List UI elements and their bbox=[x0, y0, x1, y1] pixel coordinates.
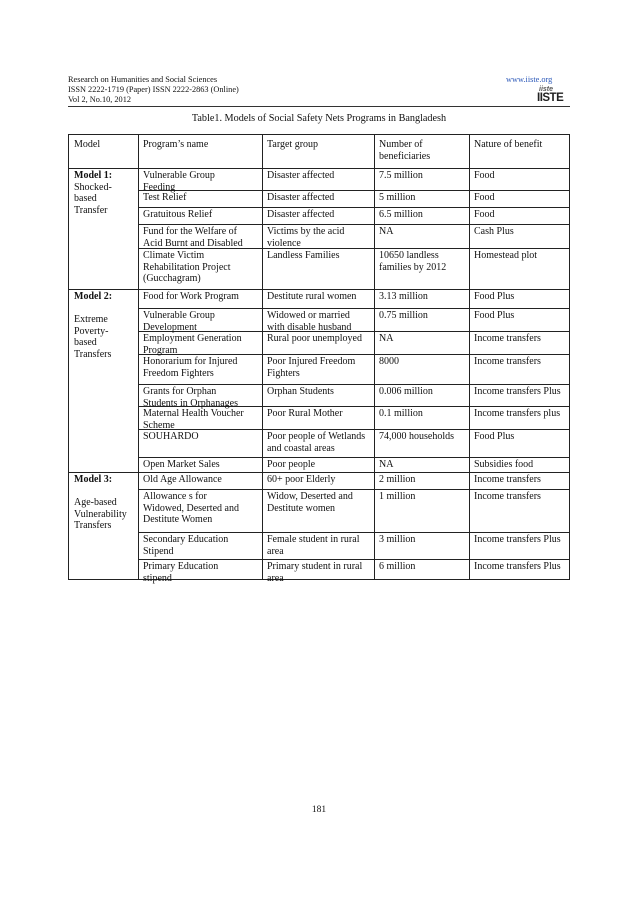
column-divider bbox=[469, 135, 470, 579]
benefit-type: Income transfers Plus bbox=[474, 386, 561, 397]
program-name: Secondary Education Stipend bbox=[143, 534, 229, 557]
program-name: Employment Generation Program bbox=[143, 333, 242, 356]
beneficiaries-count: 1 million bbox=[379, 491, 416, 502]
benefit-type: Food bbox=[474, 170, 495, 181]
beneficiaries-count: 3 million bbox=[379, 534, 416, 545]
row-divider bbox=[69, 168, 569, 169]
benefit-type: Income transfers Plus bbox=[474, 561, 561, 572]
benefit-type: Income transfers bbox=[474, 356, 541, 367]
beneficiaries-count: 0.006 million bbox=[379, 386, 433, 397]
benefit-type: Subsidies food bbox=[474, 459, 534, 470]
beneficiaries-count: 7.5 million bbox=[379, 170, 423, 181]
column-divider bbox=[262, 135, 263, 579]
target-group: Primary student in rural area bbox=[267, 561, 363, 584]
column-divider bbox=[138, 135, 139, 579]
page-number: 181 bbox=[311, 805, 327, 815]
target-group: Poor people of Wetlands and coastal areas bbox=[267, 431, 366, 454]
model-description: Shocked- based Transfer bbox=[74, 181, 112, 216]
row-divider bbox=[69, 472, 569, 473]
model-label: Model 2: bbox=[74, 291, 113, 302]
journal-url-link[interactable]: www.iiste.org bbox=[506, 75, 553, 84]
row-divider bbox=[138, 489, 569, 490]
issn-line: ISSN 2222-1719 (Paper) ISSN 2222-2863 (Online) bbox=[68, 85, 239, 94]
benefit-type: Food bbox=[474, 209, 495, 220]
program-name: Vulnerable Group Feeding bbox=[143, 170, 215, 193]
logo-big-text: IISTE bbox=[537, 92, 564, 104]
program-name: Vulnerable Group Development bbox=[143, 310, 215, 333]
program-name: Food for Work Program bbox=[143, 291, 239, 302]
target-group: Disaster affected bbox=[267, 170, 335, 181]
column-header: Target group bbox=[267, 139, 319, 150]
model-label: Model 1: bbox=[74, 170, 113, 181]
program-name: Honorarium for Injured Freedom Fighters bbox=[143, 356, 238, 379]
benefit-type: Food Plus bbox=[474, 431, 515, 442]
beneficiaries-count: 0.75 million bbox=[379, 310, 428, 321]
program-name: Climate Victim Rehabilitation Project (Gucchagram) bbox=[143, 250, 231, 284]
beneficiaries-count: 6.5 million bbox=[379, 209, 423, 220]
journal-name: Research on Humanities and Social Sciences bbox=[68, 75, 218, 84]
target-group: Victims by the acid violence bbox=[267, 226, 345, 249]
target-group: Destitute rural women bbox=[267, 291, 357, 302]
program-name: Test Relief bbox=[143, 192, 187, 203]
target-group: Poor Rural Mother bbox=[267, 408, 343, 419]
column-header: Number of beneficiaries bbox=[379, 139, 431, 162]
program-name: Allowance s for Widowed, Deserted and Destitute Women bbox=[143, 491, 239, 525]
iiste-logo bbox=[537, 86, 567, 105]
beneficiaries-count: 3.13 million bbox=[379, 291, 428, 302]
target-group: Disaster affected bbox=[267, 209, 335, 220]
row-divider bbox=[138, 224, 569, 225]
program-name: Maternal Health Voucher Scheme bbox=[143, 408, 244, 431]
program-name: Primary Education stipend bbox=[143, 561, 219, 584]
row-divider bbox=[138, 207, 569, 208]
target-group: Poor people bbox=[267, 459, 316, 470]
target-group: Poor Injured Freedom Fighters bbox=[267, 356, 356, 379]
benefit-type: Income transfers Plus bbox=[474, 534, 561, 545]
program-name: Fund for the Welfare of Acid Burnt and Disabled bbox=[143, 226, 243, 249]
column-divider bbox=[374, 135, 375, 579]
program-name: Open Market Sales bbox=[143, 459, 220, 470]
beneficiaries-count: 74,000 households bbox=[379, 431, 454, 442]
row-divider bbox=[69, 289, 569, 290]
column-header: Nature of benefit bbox=[474, 139, 543, 150]
row-divider bbox=[138, 457, 569, 458]
row-divider bbox=[138, 532, 569, 533]
volume-line: Vol 2, No.10, 2012 bbox=[68, 95, 131, 104]
logo-small-text: iiste bbox=[539, 86, 554, 93]
benefit-type: Income transfers plus bbox=[474, 408, 561, 419]
target-group: Rural poor unemployed bbox=[267, 333, 362, 344]
benefit-type: Income transfers bbox=[474, 333, 541, 344]
programs-table bbox=[68, 134, 570, 584]
program-name: Grants for Orphan Students in Orphanages bbox=[143, 386, 238, 409]
column-header: Program’s name bbox=[143, 139, 209, 150]
column-header: Model bbox=[74, 139, 101, 150]
model-label: Model 3: bbox=[74, 474, 113, 485]
benefit-type: Food Plus bbox=[474, 291, 515, 302]
row-divider bbox=[138, 384, 569, 385]
row-divider bbox=[138, 308, 569, 309]
header-rule bbox=[68, 106, 570, 107]
benefit-type: Homestead plot bbox=[474, 250, 538, 261]
target-group: Widowed or married with disable husband bbox=[267, 310, 352, 333]
program-name: Gratuitous Relief bbox=[143, 209, 213, 220]
beneficiaries-count: NA bbox=[379, 459, 394, 470]
benefit-type: Income transfers bbox=[474, 491, 541, 502]
benefit-type: Food Plus bbox=[474, 310, 515, 321]
beneficiaries-count: 6 million bbox=[379, 561, 416, 572]
beneficiaries-count: NA bbox=[379, 226, 394, 237]
target-group: Widow, Deserted and Destitute women bbox=[267, 491, 353, 514]
target-group: Orphan Students bbox=[267, 386, 334, 397]
target-group: 60+ poor Elderly bbox=[267, 474, 336, 485]
beneficiaries-count: 10650 landless families by 2012 bbox=[379, 250, 447, 273]
benefit-type: Food bbox=[474, 192, 495, 203]
benefit-type: Income transfers bbox=[474, 474, 541, 485]
beneficiaries-count: NA bbox=[379, 333, 394, 344]
program-name: Old Age Allowance bbox=[143, 474, 222, 485]
target-group: Female student in rural area bbox=[267, 534, 360, 557]
table-title: Table1. Models of Social Safety Nets Programs in Bangladesh bbox=[191, 113, 447, 124]
beneficiaries-count: 0.1 million bbox=[379, 408, 423, 419]
model-description: Age-based Vulnerability Transfers bbox=[74, 497, 127, 531]
target-group: Landless Families bbox=[267, 250, 340, 261]
row-divider bbox=[138, 559, 569, 560]
beneficiaries-count: 8000 bbox=[379, 356, 399, 367]
beneficiaries-count: 5 million bbox=[379, 192, 416, 203]
target-group: Disaster affected bbox=[267, 192, 335, 203]
benefit-type: Cash Plus bbox=[474, 226, 514, 237]
program-name: SOUHARDO bbox=[143, 431, 199, 442]
beneficiaries-count: 2 million bbox=[379, 474, 416, 485]
model-description: Extreme Poverty- based Transfers bbox=[74, 314, 112, 360]
